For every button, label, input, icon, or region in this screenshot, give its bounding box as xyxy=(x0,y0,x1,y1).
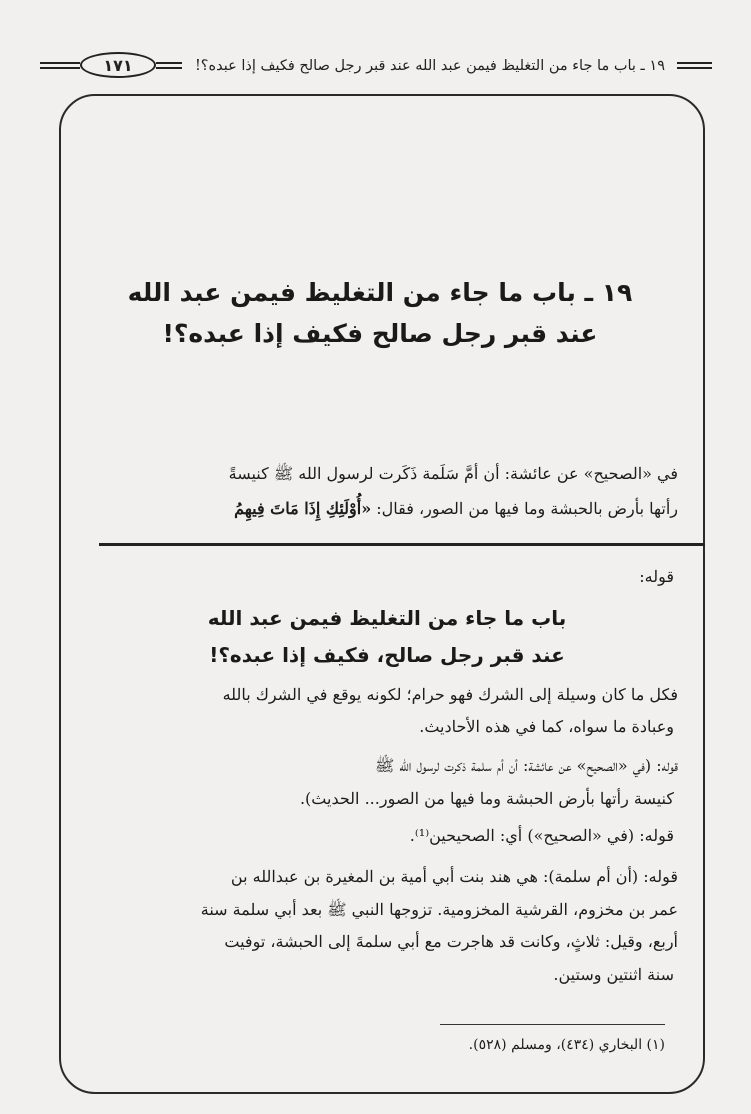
matn-line-2-text: رأتها بأرض بالحبشة وما فيها من الصور، فقال: xyxy=(371,499,678,518)
para1-line2: وعبادة ما سواه، كما في هذه الأحاديث. xyxy=(419,717,674,736)
header-rule-right xyxy=(677,62,712,64)
header-rule-left xyxy=(40,62,80,64)
para2-line2: كنيسة رأتها بأرض الحبشة وما فيها من الصور... الحديث). xyxy=(299,789,674,808)
chapter-title-line1: ١٩ ـ باب ما جاء من التغليظ فيمن عبد الله xyxy=(127,278,633,307)
qawluh-label: قوله: xyxy=(639,567,674,586)
para4-line4: سنة اثنتين وستين. xyxy=(553,965,674,984)
commentary-heading-line1: باب ما جاء من التغليظ فيمن عبد الله xyxy=(207,606,567,630)
para1-line1: فكل ما كان وسيلة إلى الشرك فهو حرام؛ لكونه يوقع في الشرك بالله xyxy=(222,685,678,704)
para3-line1: قوله: (في «الصحيح») أي: الصحيحين⁽¹⁾. xyxy=(409,826,674,845)
para2-line1: قوله: (في «الصحيح» عن عائشة: أن أم سلمة ذكرت لرسول الله ﷺ xyxy=(374,756,678,775)
running-title: ١٩ ـ باب ما جاء من التغليظ فيمن عبد الله عند قبر رجل صالح فكيف إذا عبده؟! xyxy=(194,58,665,74)
para4-line1: قوله: (أن أم سلمة): هي هند بنت أبي أمية بن المغيرة بن عبدالله بن xyxy=(230,867,678,886)
chapter-title-line2: عند قبر رجل صالح فكيف إذا عبده؟! xyxy=(162,319,598,348)
hadith-quote: «أُوْلَئِكِ إِذَا مَاتَ فِيهِمُ xyxy=(234,499,372,518)
footnote-1: (١) البخاري (٤٣٤)، ومسلم (٥٢٨). xyxy=(468,1037,665,1053)
header-rule-mid-2 xyxy=(156,67,182,69)
footnote-rule xyxy=(440,1024,665,1025)
matn-separator xyxy=(99,543,705,546)
header-rule-left-2 xyxy=(40,67,80,69)
matn-line-1: في «الصحيح» عن عائشة: أن أمَّ سَلَمة ذَكَرت لرسول الله ﷺ كنيسةً xyxy=(228,464,678,483)
commentary-heading-line2: عند قبر رجل صالح، فكيف إذا عبده؟! xyxy=(209,643,565,667)
page-number: ١٧١ xyxy=(80,52,156,78)
para4-line3: أربع، وقيل: ثلاثٍ، وكانت قد هاجرت مع أبي سلمةَ إلى الحبشة، توفيت xyxy=(224,932,678,951)
para4-line2: عمر بن مخزوم، القرشية المخزومية. تزوجها النبي ﷺ بعد أبي سلمة سنة xyxy=(200,900,678,919)
header-rule-right-2 xyxy=(677,67,712,69)
matn-line-2 xyxy=(96,499,678,518)
header-rule-mid xyxy=(156,62,182,64)
